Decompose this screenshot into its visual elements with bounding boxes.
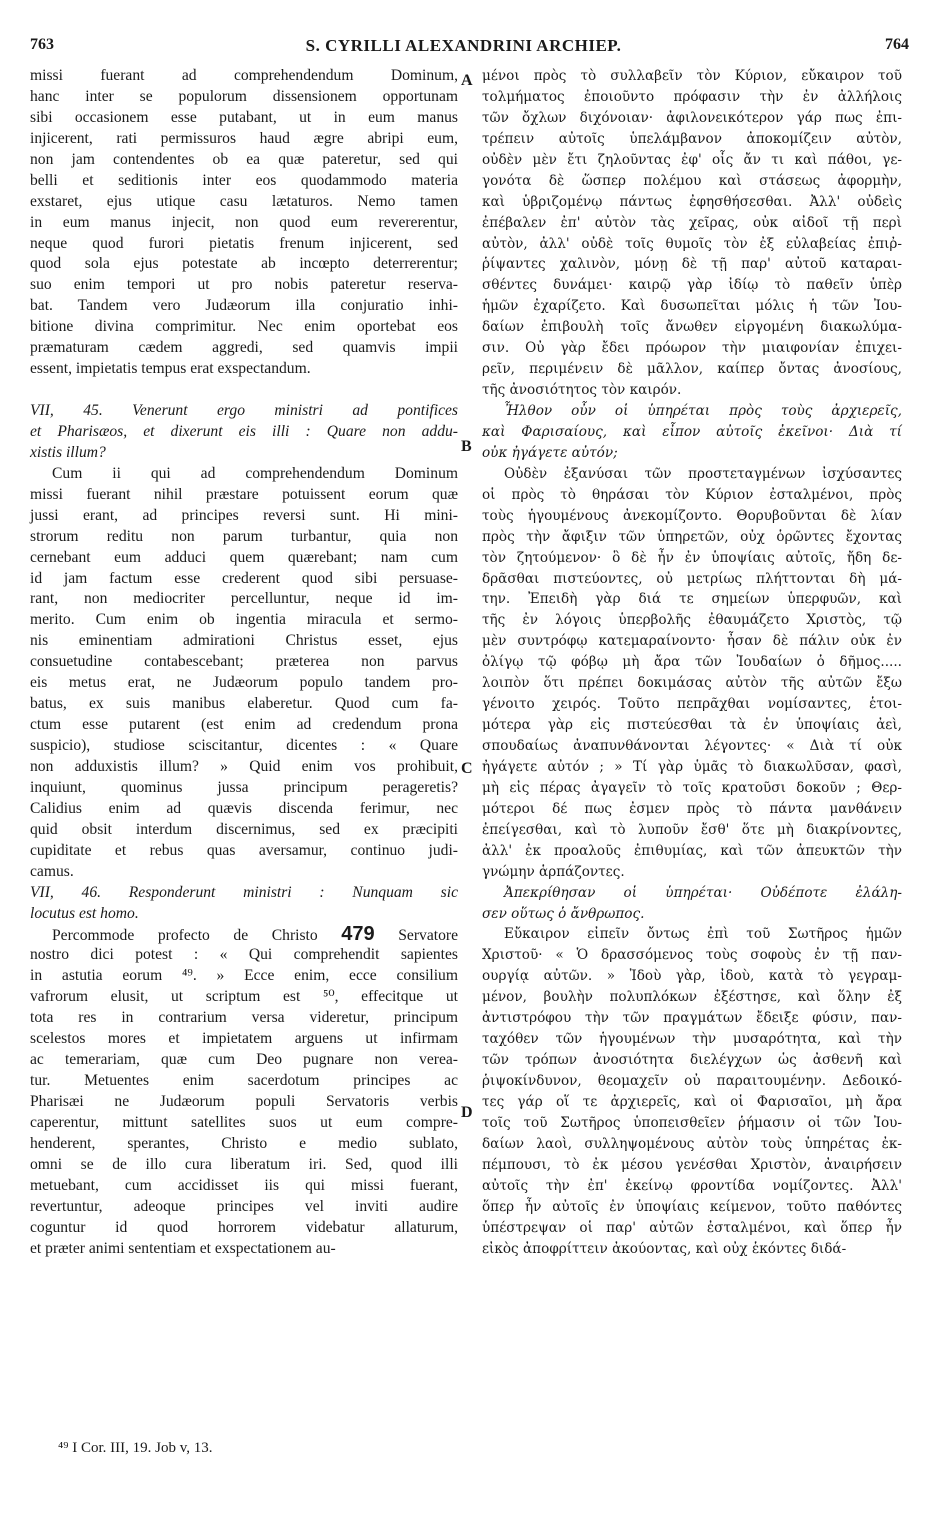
greek-line: ἠγάγετε αὐτόν ; » Τί γὰρ ὑμᾶς τὸ διακωλῦσαν, φασὶ, bbox=[482, 758, 902, 775]
greek-line: σιν. Οὐ γὰρ ἔδει πρόωρον τὴν μιαιφονίαν ἐπιχει- bbox=[482, 340, 902, 357]
latin-line: rant, non mediocriter percelluntur, neque id im- bbox=[30, 590, 458, 608]
greek-line: μότερα γὰρ εἰς πιστεύεσθαι τὰ ἐν ὑποψίαις ἀεὶ, bbox=[482, 717, 902, 734]
greek-line: μότεροι δέ πως ἐσμεν πρὸς τὸ πάντα μανθάνειν bbox=[482, 800, 902, 817]
greek-line: οὐδὲν μὲν ἔτι ζηλοῦντας ἐφ' οἷς ἄν τι καὶ πάθοι, γε- bbox=[482, 151, 902, 168]
page-header bbox=[0, 36, 927, 58]
greek-line: λοιπὸν ὅτι πρέπει δοκιμάσας αὐτὸν τῆς αὐτῶν ἔξω bbox=[482, 675, 902, 692]
greek-line: Οὐδὲν ἐξανύσαι τῶν προστεταγμένων ἰσχύσαντες bbox=[504, 465, 902, 482]
latin-line: id jam factum esse crederent quod sibi persuase- bbox=[30, 569, 458, 587]
paragraph-gap bbox=[30, 380, 458, 401]
greek-line: τοὺς ἡγουμένους ἀνεκομίζοντο. Θορυβοῦνται δὲ λίαν bbox=[482, 507, 902, 524]
greek-line: την. Ἐπειδὴ γὰρ διά τε σημείων ὑπερφυῶν, καὶ bbox=[482, 591, 902, 608]
column-number: 479 bbox=[341, 923, 375, 946]
greek-lemma-line: καὶ Φαρισαίους, καὶ εἶπον αὐτοῖς ἐκεῖνοι· Διὰ τί bbox=[482, 423, 902, 440]
greek-line: τολμήματος ἐποιοῦντο πρόφασιν τὴν ἐν ἀλλήλοις bbox=[482, 88, 902, 105]
greek-line: αὐτοῖς τὴν ἐπ' ἐκείνῳ φροντίδα νομίζοντες. Ἀλλ' bbox=[482, 1177, 902, 1194]
greek-line: τὸν ζητούμενον· ὃ δὲ ἦν ἐν ὑποψίαις αὐτοῖς, ἤδη δε- bbox=[482, 549, 902, 566]
latin-line: eis metus erat, ne Judæorum populo tandem pro- bbox=[30, 674, 458, 692]
latin-line: batus, ex suis manibus elaberetur. Quod cum fa- bbox=[30, 695, 458, 713]
greek-line: πέμπουσι, τὸ ἐκ μέσου γενέσθαι Χριστὸν, ἀναιρήσειν bbox=[482, 1156, 902, 1173]
greek-line: τῆς ἐν λόγοις ὑπερβολῆς ἐθαυμάζετο Χριστὸς, τῷ bbox=[482, 612, 902, 629]
greek-line: μὲν συντρόφῳ κατεμαραίνοντο· ἦσαν δὲ πάλιν οὐκ ἐν bbox=[482, 633, 902, 650]
greek-line: ῥιψοκίνδυνον, θεομαχεῖν οὐ παραιτουμένην. Δεδοικό- bbox=[482, 1073, 902, 1089]
greek-line: ἡμῶν ἐχαρίζετο. Καὶ δυσωπεῖται μόλις ἡ τῶν Ἰου- bbox=[482, 298, 902, 315]
greek-line: ἀντιστρόφου τὴν τῶν πραγμάτων ἔδειξε φύσιν, παν- bbox=[482, 1010, 902, 1027]
latin-line: Cum ii qui ad comprehendendum Dominum bbox=[52, 464, 458, 482]
latin-line: missi fuerant nihil præstare potuissent eorum quæ bbox=[30, 485, 458, 503]
greek-line: ουργίᾳ αὐτῶν. » Ἰδοὺ γὰρ, ἰδοὺ, κατὰ τὸ γεγραμ- bbox=[482, 968, 902, 985]
page-number-left: 763 bbox=[30, 36, 54, 53]
latin-line: consuetudine contabescebant; præterea non parvus bbox=[30, 653, 458, 671]
greek-line: γένοιτο χειρός. Τοῦτο πεπρᾶχθαι νομίσαντες, ἑτοι- bbox=[482, 696, 902, 713]
footnote: ⁴⁹ I Cor. III, 19. Job v, 13. bbox=[58, 1440, 213, 1456]
latin-lemma-line: xistis illum? bbox=[30, 443, 106, 461]
latin-line: metuebant, cum accidisset iis qui missi fuerant, bbox=[30, 1176, 458, 1194]
greek-lemma-line: σεν οὕτως ὁ ἄνθρωπος. bbox=[482, 905, 645, 922]
latin-column bbox=[30, 66, 458, 1259]
latin-line: Pharisæi ne Judæorum populi Servatoris verbis bbox=[30, 1092, 458, 1110]
latin-line: bat. Tandem vero Judæorum illa conjuratio inhi- bbox=[30, 297, 458, 315]
greek-line: τῆς ἀνοσιότητος τὸν καιρόν. bbox=[482, 382, 682, 399]
greek-line: οἱ πρὸς τὸ θηράσαι τὸν Κύριον ἐσταλμένοι, πρὸς bbox=[482, 486, 902, 503]
running-title: S. CYRILLI ALEXANDRINI ARCHIEP. bbox=[305, 36, 622, 55]
latin-line: jussi erant, ad principes reversi sunt. Hi mini- bbox=[30, 506, 458, 524]
greek-line: τῶν ὄχλων διχόνοιαν· ἀφιλονεικότερον γάρ πως ἐπι- bbox=[482, 109, 902, 126]
latin-line: in astutia eorum ⁴⁹. » Ecce enim, ecce consilium bbox=[30, 967, 458, 985]
greek-line: σπουδαίως ἀναπυνθάνονται λέγοντες· « Διὰ τί οὐκ bbox=[482, 738, 902, 754]
greek-line: ὑπέστρεψαν οἱ παρ' αὐτῶν ἐσταλμένοι, καὶ ὅπερ ἦν bbox=[482, 1219, 902, 1236]
latin-lemma-line: et Pharisæos, et dixerunt eis illi : Quare non addu- bbox=[30, 422, 458, 440]
latin-line: Calidius enim ad quævis discenda ferimur, nec bbox=[30, 799, 458, 817]
greek-lemma-line: οὐκ ἠγάγετε αὐτόν; bbox=[482, 444, 618, 461]
latin-line: belli et seditionis inter eos quodammodo materia bbox=[30, 171, 458, 189]
latin-line: et præter animi sententiam et exspectationem au- bbox=[30, 1239, 336, 1257]
latin-line: exstaret, ejus utique casu lætaturos. Nemo tamen bbox=[30, 192, 458, 210]
latin-line: tur. Metuentes enim sacerdotum principes ac bbox=[30, 1072, 458, 1089]
greek-line: ὅπερ ἦν αὐτοῖς ἐν ὑποψίαις κείμενον, τοῦτο παθόντες bbox=[482, 1198, 902, 1215]
latin-lemma-line: VII, 45. Venerunt ergo ministri ad pontifices bbox=[30, 402, 458, 419]
section-marker-c: C bbox=[461, 760, 473, 777]
latin-line: nostro dici potest : « Qui comprehendit sapientes bbox=[30, 946, 458, 964]
greek-line: ῥίψαντες χαλινὸν, μόνῃ δὲ τῇ παρ' αὐτοῦ καταραι- bbox=[482, 256, 902, 273]
latin-line: in eum manus injecit, non quod eum revererentur, bbox=[30, 213, 458, 231]
page-number-right: 764 bbox=[885, 36, 909, 53]
greek-line: ἀλλ' ἐκ προαλοῦς ἐπιθυμίας, καὶ τῶν ἀπευκτῶν τὴν bbox=[482, 842, 902, 859]
latin-line: quid obsit interdum discernimus, sed ex præcipiti bbox=[30, 820, 458, 838]
greek-line: ἐπείγεσθαι, καὶ τὸ λυποῦν ἔσθ' ὅτε μὴ διακρίνοντες, bbox=[482, 821, 902, 838]
latin-line: inquiunt, quominus jussa principum perageretis? bbox=[30, 778, 458, 796]
greek-line: μένον, βουλὴν πολυπλόκων ἐξέστησε, καὶ ὅλην ἐξ bbox=[482, 989, 902, 1006]
latin-line bbox=[30, 924, 458, 945]
greek-line: γνώμην ἁρπάζοντες. bbox=[482, 863, 625, 880]
section-marker-b: B bbox=[461, 438, 472, 455]
latin-line: suspicio), studiose sciscitantur, dicentes : « Quare bbox=[30, 737, 458, 754]
greek-line: μὴ εἰς πέρας ἀγαγεῖν τὸ τοῖς κρατοῦσι δοκοῦν ; Θερ- bbox=[482, 779, 902, 796]
greek-line: σθέντες δυνάμει· καιρῷ γὰρ ἰδίῳ τὸ παθεῖν ὑπὲρ bbox=[482, 277, 902, 294]
greek-line: Χριστοῦ· « Ὁ δρασσόμενος τοὺς σοφοὺς ἐν τῇ παν- bbox=[482, 947, 902, 964]
greek-line: αὐτὸν, ἀλλ' οὐδὲ τοῖς θυμοῖς τὸν ἐξ εὐλαβείας ἐπιῤ- bbox=[482, 235, 902, 252]
latin-line: sibi occasionem esse putabant, ut in eum manus bbox=[30, 108, 458, 126]
greek-line: εἰκὸς ἀποφρίττειν ἀκούοντας, καὶ οὐχ ἑκόντες διδά- bbox=[482, 1240, 847, 1257]
greek-line: δαίων ἐπιβουλὴ τοῖς ἄνωθεν εἰργομένη διακωλύμα- bbox=[482, 319, 902, 336]
greek-line: ἐπέβαλεν ἐπ' αὐτὸν τὰς χεῖρας, οὐκ αἰδοῖ τῇ περὶ bbox=[482, 214, 902, 231]
greek-line: δρᾶσθαι πιστεύοντες, οὐ μετρίως πλήττονται δὴ μά- bbox=[482, 570, 902, 587]
latin-lemma-line: VII, 46. Responderunt ministri : Nunquam sic bbox=[30, 883, 458, 901]
greek-line: τῶν τρόπων ἀνοσιότητα διελέγχων ὡς ἀσθενῆ καὶ bbox=[482, 1052, 902, 1069]
latin-line: tota res in contrarium versa videretur, principum bbox=[30, 1009, 458, 1027]
latin-line: hanc inter se populorum dissensionem opportunam bbox=[30, 87, 458, 105]
latin-line: ctum esse putarent (est enim ad credendum prona bbox=[30, 716, 458, 734]
greek-line: γονότα δὲ ὥσπερ πολέμου καὶ στάσεως ἀφορμὴν, bbox=[482, 172, 902, 189]
latin-line: præmaturam cædem aggredi, sed quamvis impii bbox=[30, 339, 458, 357]
greek-line: τρέπειν αὐτοῖς ὑπελάμβανον ἀποκομίζειν αὐτὸν, bbox=[482, 130, 902, 147]
latin-text: Servatore bbox=[374, 927, 458, 945]
latin-line: ac temerariam, quæ cum Deo pugnare non vereа- bbox=[30, 1051, 458, 1069]
latin-line: camus. bbox=[30, 862, 74, 880]
latin-line: cupiditate et rebus quas aversamur, continuo judi- bbox=[30, 841, 458, 859]
latin-line: suo enim tempori ut pro nobis pateretur reserva- bbox=[30, 276, 458, 294]
greek-column bbox=[482, 66, 902, 1259]
latin-line: quod sola ejus potestate ab incœpto deterrerentur; bbox=[30, 255, 458, 273]
latin-line: essent, impietatis tempus erat exspectandum. bbox=[30, 360, 311, 378]
greek-lemma-line: Ἀπεκρίθησαν οἱ ὑπηρέται· Οὐδέποτε ἐλάλη- bbox=[504, 884, 902, 901]
latin-line: coguntur id quod horrorem videbatur allaturum, bbox=[30, 1218, 458, 1236]
greek-line: μένοι πρὸς τὸ συλλαβεῖν τὸν Κύριον, εὔκαιρον τοῦ bbox=[482, 68, 902, 84]
latin-line: non adduxistis illum? » Quid enim vos prohibuit, bbox=[30, 757, 458, 775]
greek-line: ταχόθεν τῶν ἡγουμένων τὴν μυσαρότητα, καὶ τὴν bbox=[482, 1031, 902, 1048]
latin-line: strorum reditu non parum turbantur, quia non bbox=[30, 527, 458, 545]
greek-line: ὀλίγῳ τῷ φόβῳ μὴ ἄρα τῶν Ἰουδαίων ὁ δῆμος..... bbox=[482, 654, 902, 671]
latin-line: scelestos mores et impietatem arguens ut infirmam bbox=[30, 1030, 458, 1048]
latin-line: merito. Cum enim ob ingentia miracula et sermo- bbox=[30, 611, 458, 629]
latin-line: bitione divina comprimitur. Nec enim oportebat eos bbox=[30, 318, 458, 336]
greek-line: Εὔκαιρον εἰπεῖν ὄντως ἐπὶ τοῦ Σωτῆρος ἡμῶν bbox=[504, 926, 902, 943]
latin-line: injicerent, rati permissuros haud ægre abripi eum, bbox=[30, 129, 458, 147]
latin-line: neque quod furori pietatis frenum injicerent, sed bbox=[30, 234, 458, 252]
latin-line: revertuntur, adeoque principes vel inviti audire bbox=[30, 1197, 458, 1215]
greek-line: τοῖς τοῦ Σωτῆρος ὑποπεισθεῖεν ῥήμασιν οἱ τῶν Ἰου- bbox=[482, 1114, 902, 1131]
section-marker-a: A bbox=[461, 72, 473, 89]
greek-line: τες γάρ οἵ τε ἀρχιερεῖς, καὶ οἱ Φαρισαῖοι, μὴ ἄρα bbox=[482, 1093, 902, 1110]
greek-line: πρὸς τὴν ἄφιξιν τῶν ὑπηρετῶν, οὐχ ὁρῶντες ἔχοντας bbox=[482, 528, 902, 545]
latin-line: omni se de illo cura liberatum iri. Sed, quod illi bbox=[30, 1155, 458, 1173]
latin-line: non jam contendentes ob ea quæ pateretur, sed qui bbox=[30, 150, 458, 168]
section-marker-d: D bbox=[461, 1104, 473, 1121]
greek-line: δαίων λαοὶ, συλληψομένους αὐτὸν τοὺς ὑπηρέτας ἐκ- bbox=[482, 1135, 902, 1152]
latin-line: henderent, sperantes, Christo e medio sublato, bbox=[30, 1134, 458, 1152]
latin-lemma-line: locutus est homo. bbox=[30, 904, 139, 922]
greek-line: καὶ ὑβριζομένῳ πάντως ἐφησθήσεσθαι. Ἀλλ' οὐδεὶς bbox=[482, 193, 902, 210]
latin-line: missi fuerant ad comprehendendum Dominum, bbox=[30, 67, 458, 84]
latin-line: nis eminentiam admirationi Christus esset, ejus bbox=[30, 632, 458, 650]
latin-line: caperentur, mittunt satellites suos ut eum compre- bbox=[30, 1113, 458, 1131]
greek-lemma-line: Ἦλθον οὖν οἱ ὑπηρέται πρὸς τοὺς ἀρχιερεῖς, bbox=[504, 403, 902, 419]
latin-line: vafrorum elusit, ut scriptum est ⁵⁰, effecitque ut bbox=[30, 988, 458, 1006]
latin-text: Percommode profecto de Christo bbox=[52, 927, 342, 945]
latin-line: cernebant eum adduci quem quærebant; nam cum bbox=[30, 548, 458, 566]
greek-line: ρεῖν, περιμένειν δὲ μᾶλλον, καίπερ ὄντας ἀνοσίους, bbox=[482, 361, 902, 378]
